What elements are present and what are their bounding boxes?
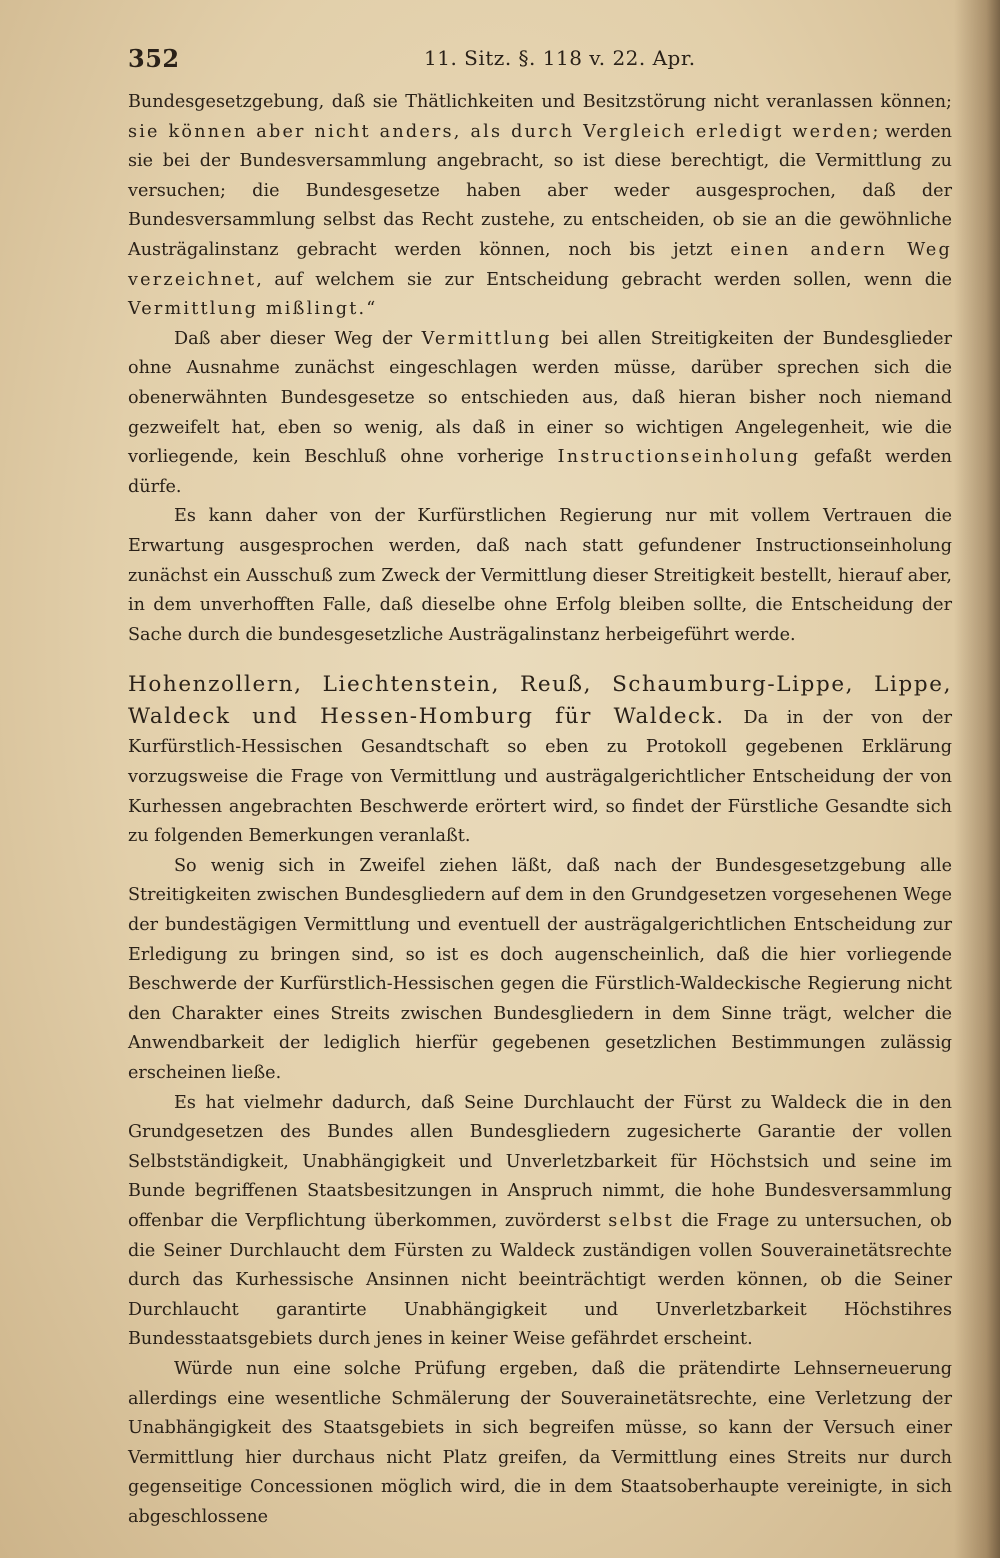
- text-span: , auf welchem sie zur Entscheidung gebracht werden sollen, wenn die: [256, 269, 952, 290]
- paragraph: [128, 325, 952, 503]
- text-span: ; werden sie bei der Bundesversammlung angebracht, so ist diese berechtigt, die Vermittlung zu versuchen; die Bundesgesetze haben aber weder ausgesprochen, daß der Bundesversammlung selbst das Recht zustehe, zu entscheiden, ob sie an die gewöhnliche Austrägalinstanz gebracht werden können, noch bis jetzt: [128, 121, 952, 260]
- text-span: “: [366, 299, 376, 320]
- text-span: bei allen Streitigkeiten der Bundesglieder ohne Ausnahme zunächst eingeschlagen werden müsse, darüber sprechen sich die obenerwähnten Bundesgesetze so entschieden aus, daß hieran bisher noch niemand gezweifelt hat, eben so wenig, als daß in einer so wichtigen Angelegenheit, wie die vorliegende, kein Beschluß ohne vorherige: [128, 328, 952, 468]
- body-text: [128, 88, 952, 1533]
- text-span: Da in der von der Kurfürstlich-Hessischen Gesandtschaft so eben zu Protokoll gegebenen Erklärung vorzugsweise die Frage von Vermittlung und austrägalgerichtlicher Entscheidung der von Kurhessen angebrachten Beschwerde erörtert wird, so findet der Fürstliche Gesandte sich zu folgenden Bemerkungen veranlaßt.: [128, 707, 952, 847]
- text-span: Würde nun eine solche Prüfung ergeben, daß die prätendirte Lehnserneuerung allerdings eine wesentliche Schmälerung der Souverainetätsrechte, eine Verletzung der Unabhängigkeit des Staatsgebiets in sich begreifen müsse, so kann der Versuch einer Vermittlung hier durchaus nicht Platz greifen, da Vermittlung eines Streits nur durch gegenseitige Concessionen möglich wird, die in dem Staatsoberhaupte vereinigte, in sich abgeschlossene: [128, 1358, 952, 1527]
- text-span: Es kann daher von der Kurfürstlichen Regierung nur mit vollem Vertrauen die Erwartung ausgesprochen werden, daß nach statt gefundener Instructionseinholung zunächst ein Ausschuß zum Zweck der Vermittlung dieser Streitigkeit bestellt, hierauf aber, in dem unverhofften Falle, daß dieselbe ohne Erfolg bleiben sollte, die Entscheidung der Sache durch die bundesgesetzliche Austrägalinstanz herbeigeführt werde.: [128, 506, 952, 645]
- text-span: Es hat vielmehr dadurch, daß Seine Durchlaucht der Fürst zu Waldeck die in den Grundgesetzen des Bundes allen Bundesgliedern zugesicherte Garantie der vollen Selbstständigkeit, Unabhängigkeit und Unverletzbarkeit für Höchstsich und seine im Bunde begriffenen Staatsbesitzungen in Anspruch nimmt, die hohe Bundesversammlung offenbar die Verpflichtung überkommen, zuvörderst: [128, 1092, 952, 1231]
- binding-edge-shadow: [954, 0, 1000, 1558]
- text-span: Daß aber dieser Weg der: [174, 328, 422, 349]
- page-number: 352: [128, 44, 180, 73]
- paragraph: [128, 88, 952, 325]
- emphasis-span: selbst: [608, 1210, 674, 1231]
- emphasis-span: Vermittlung: [421, 328, 552, 349]
- text-span: So wenig sich in Zweifel ziehen läßt, daß nach der Bundesgesetzgebung alle Streitigkeiten zwischen Bundesgliedern auf dem in den Grundgesetzen vorgesehenen Wege der bundestägigen Vermittlung und eventuell der austrägalgerichtlichen Entscheidung zur Erledigung zu bringen sind, so ist es doch augenscheinlich, daß die hier vorliegende Beschwerde der Kurfürstlich-Hessischen gegen die Fürstlich-Waldeckische Regierung nicht den Charakter eines Streits zwischen Bundesgliedern in dem Sinne trägt, welcher die Anwendbarkeit der lediglich hierfür gegebenen gesetzlichen Bestimmungen zulässig erscheinen ließe.: [128, 855, 952, 1083]
- page-header: [128, 40, 952, 80]
- emphasis-span: Vermittlung mißlingt.: [128, 299, 367, 320]
- emphasis-span: einen andern Weg verzeichnet: [128, 239, 952, 290]
- paragraph: [128, 852, 952, 1089]
- paragraph: [128, 502, 952, 650]
- paragraph: [128, 1355, 952, 1533]
- section-paragraph: [128, 670, 952, 852]
- text-span: gefaßt werden dürfe.: [128, 447, 952, 497]
- text-span: Bundesgesetzgebung, daß sie Thätlichkeiten und Besitzstörung nicht veranlassen können;: [128, 92, 952, 112]
- running-head: 11. Sitz. §. 118 v. 22. Apr.: [424, 46, 696, 70]
- emphasis-span: Instructionseinholung: [557, 447, 801, 468]
- text-span: die Frage zu untersuchen, ob die Seiner Durchlaucht dem Fürsten zu Waldeck zuständigen vollen Souverainetätsrechte durch das Kurhessische Ansinnen nicht beeinträchtigt werden können, ob die Seiner Durchlaucht garantirte Unabhängigkeit und Unverletzbarkeit Höchstihres Bundesstaatsgebiets durch jenes in keiner Weise gefährdet erscheint.: [128, 1210, 952, 1350]
- emphasis-span: sie können aber nicht anders, als durch Vergleich erledigt werden: [128, 121, 873, 142]
- section-names: Hohenzollern, Liechtenstein, Reuß, Schaumburg-Lippe, Lippe, Waldeck und Hessen-Homburg für Waldeck.: [128, 672, 952, 729]
- paragraph: [128, 1089, 952, 1355]
